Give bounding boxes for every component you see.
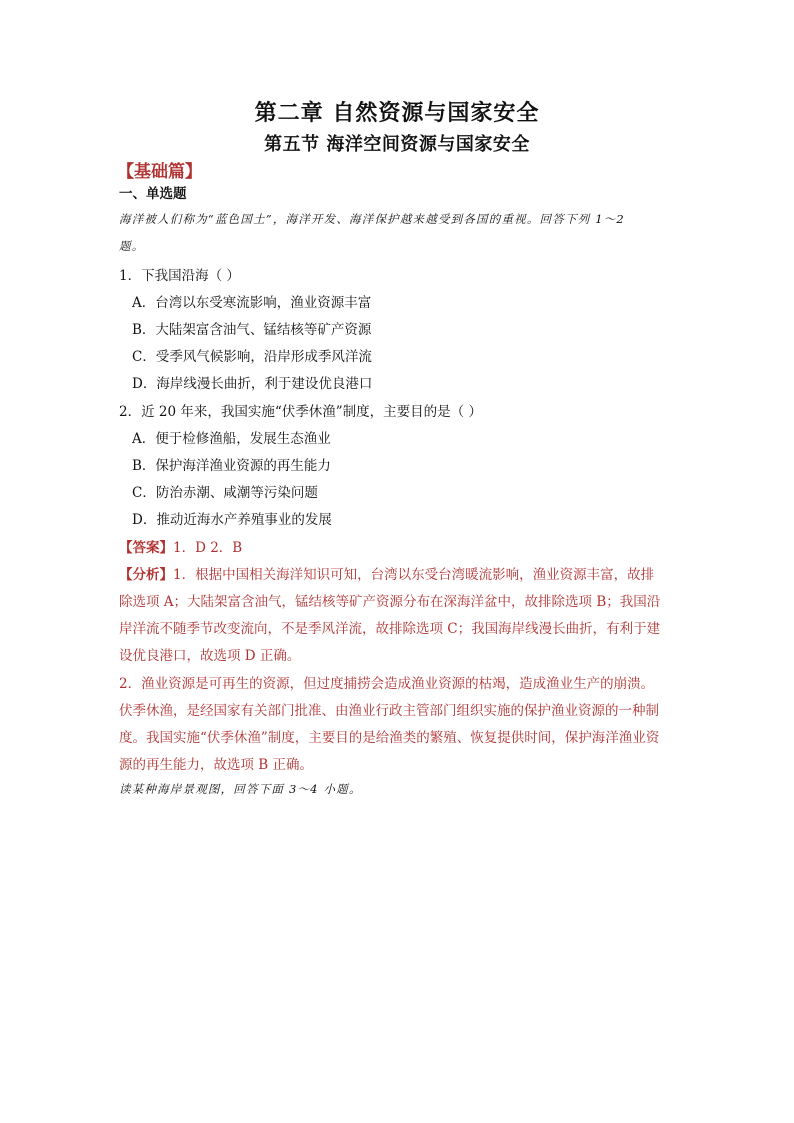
chapter-title: 第二章 自然资源与国家安全: [254, 100, 540, 126]
question-1-option-a: A．台湾以东受寒流影响，渔业资源丰富: [132, 295, 372, 311]
next-question-intro: 读某种海岸景观图，回答下面 3～4 小题。: [119, 782, 362, 796]
analysis-line-8: 源的再生能力，故选项 B 正确。: [119, 757, 314, 773]
analysis-line-4: 设优良港口，故选项 D 正确。: [119, 648, 301, 664]
question-2-option-a: A．便于检修渔船，发展生态渔业: [132, 431, 331, 447]
analysis-line-3: 岸洋流不随季节改变流向，不是季风洋流，故排除选项 C；我国海岸线漫长曲折，有利于建: [119, 621, 661, 637]
answer-text: 1．D 2．B: [173, 540, 243, 556]
question-2-option-b: B．保护海洋渔业资源的再生能力: [132, 458, 331, 474]
question-1-stem: 1．下我国沿海（ ）: [119, 268, 240, 284]
analysis-label: 【分析】: [119, 567, 173, 583]
question-type-heading: 一、单选题: [119, 186, 187, 202]
intro-line-2: 题。: [119, 239, 145, 253]
answer-line: [119, 536, 685, 556]
section-tag: 【基础篇】: [117, 162, 202, 182]
question-1-option-c: C．受季风气候影响，沿岸形成季风洋流: [132, 349, 372, 365]
analysis-text: 1．根据中国相关海洋知识可知，台湾以东受台湾暖流影响，渔业资源丰富，故排: [173, 567, 655, 583]
question-2-stem: 2．近 20 年来，我国实施“伏季休渔”制度，主要目的是（ ）: [119, 404, 482, 420]
analysis-line-5: 2．渔业资源是可再生的资源，但过度捕捞会造成渔业资源的枯竭，造成渔业生产的崩溃。: [119, 676, 655, 692]
intro-line-1: 海洋被人们称为“蓝色国土”，海洋开发、海洋保护越来越受到各国的重视。回答下列 1～2: [119, 212, 625, 226]
analysis-line-1: [119, 563, 685, 583]
analysis-line-6: 伏季休渔，是经国家有关部门批准、由渔业行政主管部门组织实施的保护渔业资源的一种制: [119, 703, 659, 719]
analysis-line-2: 除选项 A；大陆架富含油气，锰结核等矿产资源分布在深海洋盆中，故排除选项 B；我国沿: [119, 594, 661, 610]
question-2-option-c: C．防治赤潮、咸潮等污染问题: [132, 485, 318, 501]
question-1-option-d: D．海岸线漫长曲折，利于建设优良港口: [132, 376, 373, 392]
answer-label: 【答案】: [119, 540, 173, 556]
question-1-option-b: B．大陆架富含油气、锰结核等矿产资源: [132, 322, 372, 338]
analysis-line-7: 度。我国实施“伏季休渔”制度，主要目的是给渔类的繁殖、恢复提供时间，保护海洋渔业资: [119, 730, 660, 746]
question-2-option-d: D．推动近海水产养殖事业的发展: [132, 512, 332, 528]
section-title: 第五节 海洋空间资源与国家安全: [264, 134, 530, 155]
